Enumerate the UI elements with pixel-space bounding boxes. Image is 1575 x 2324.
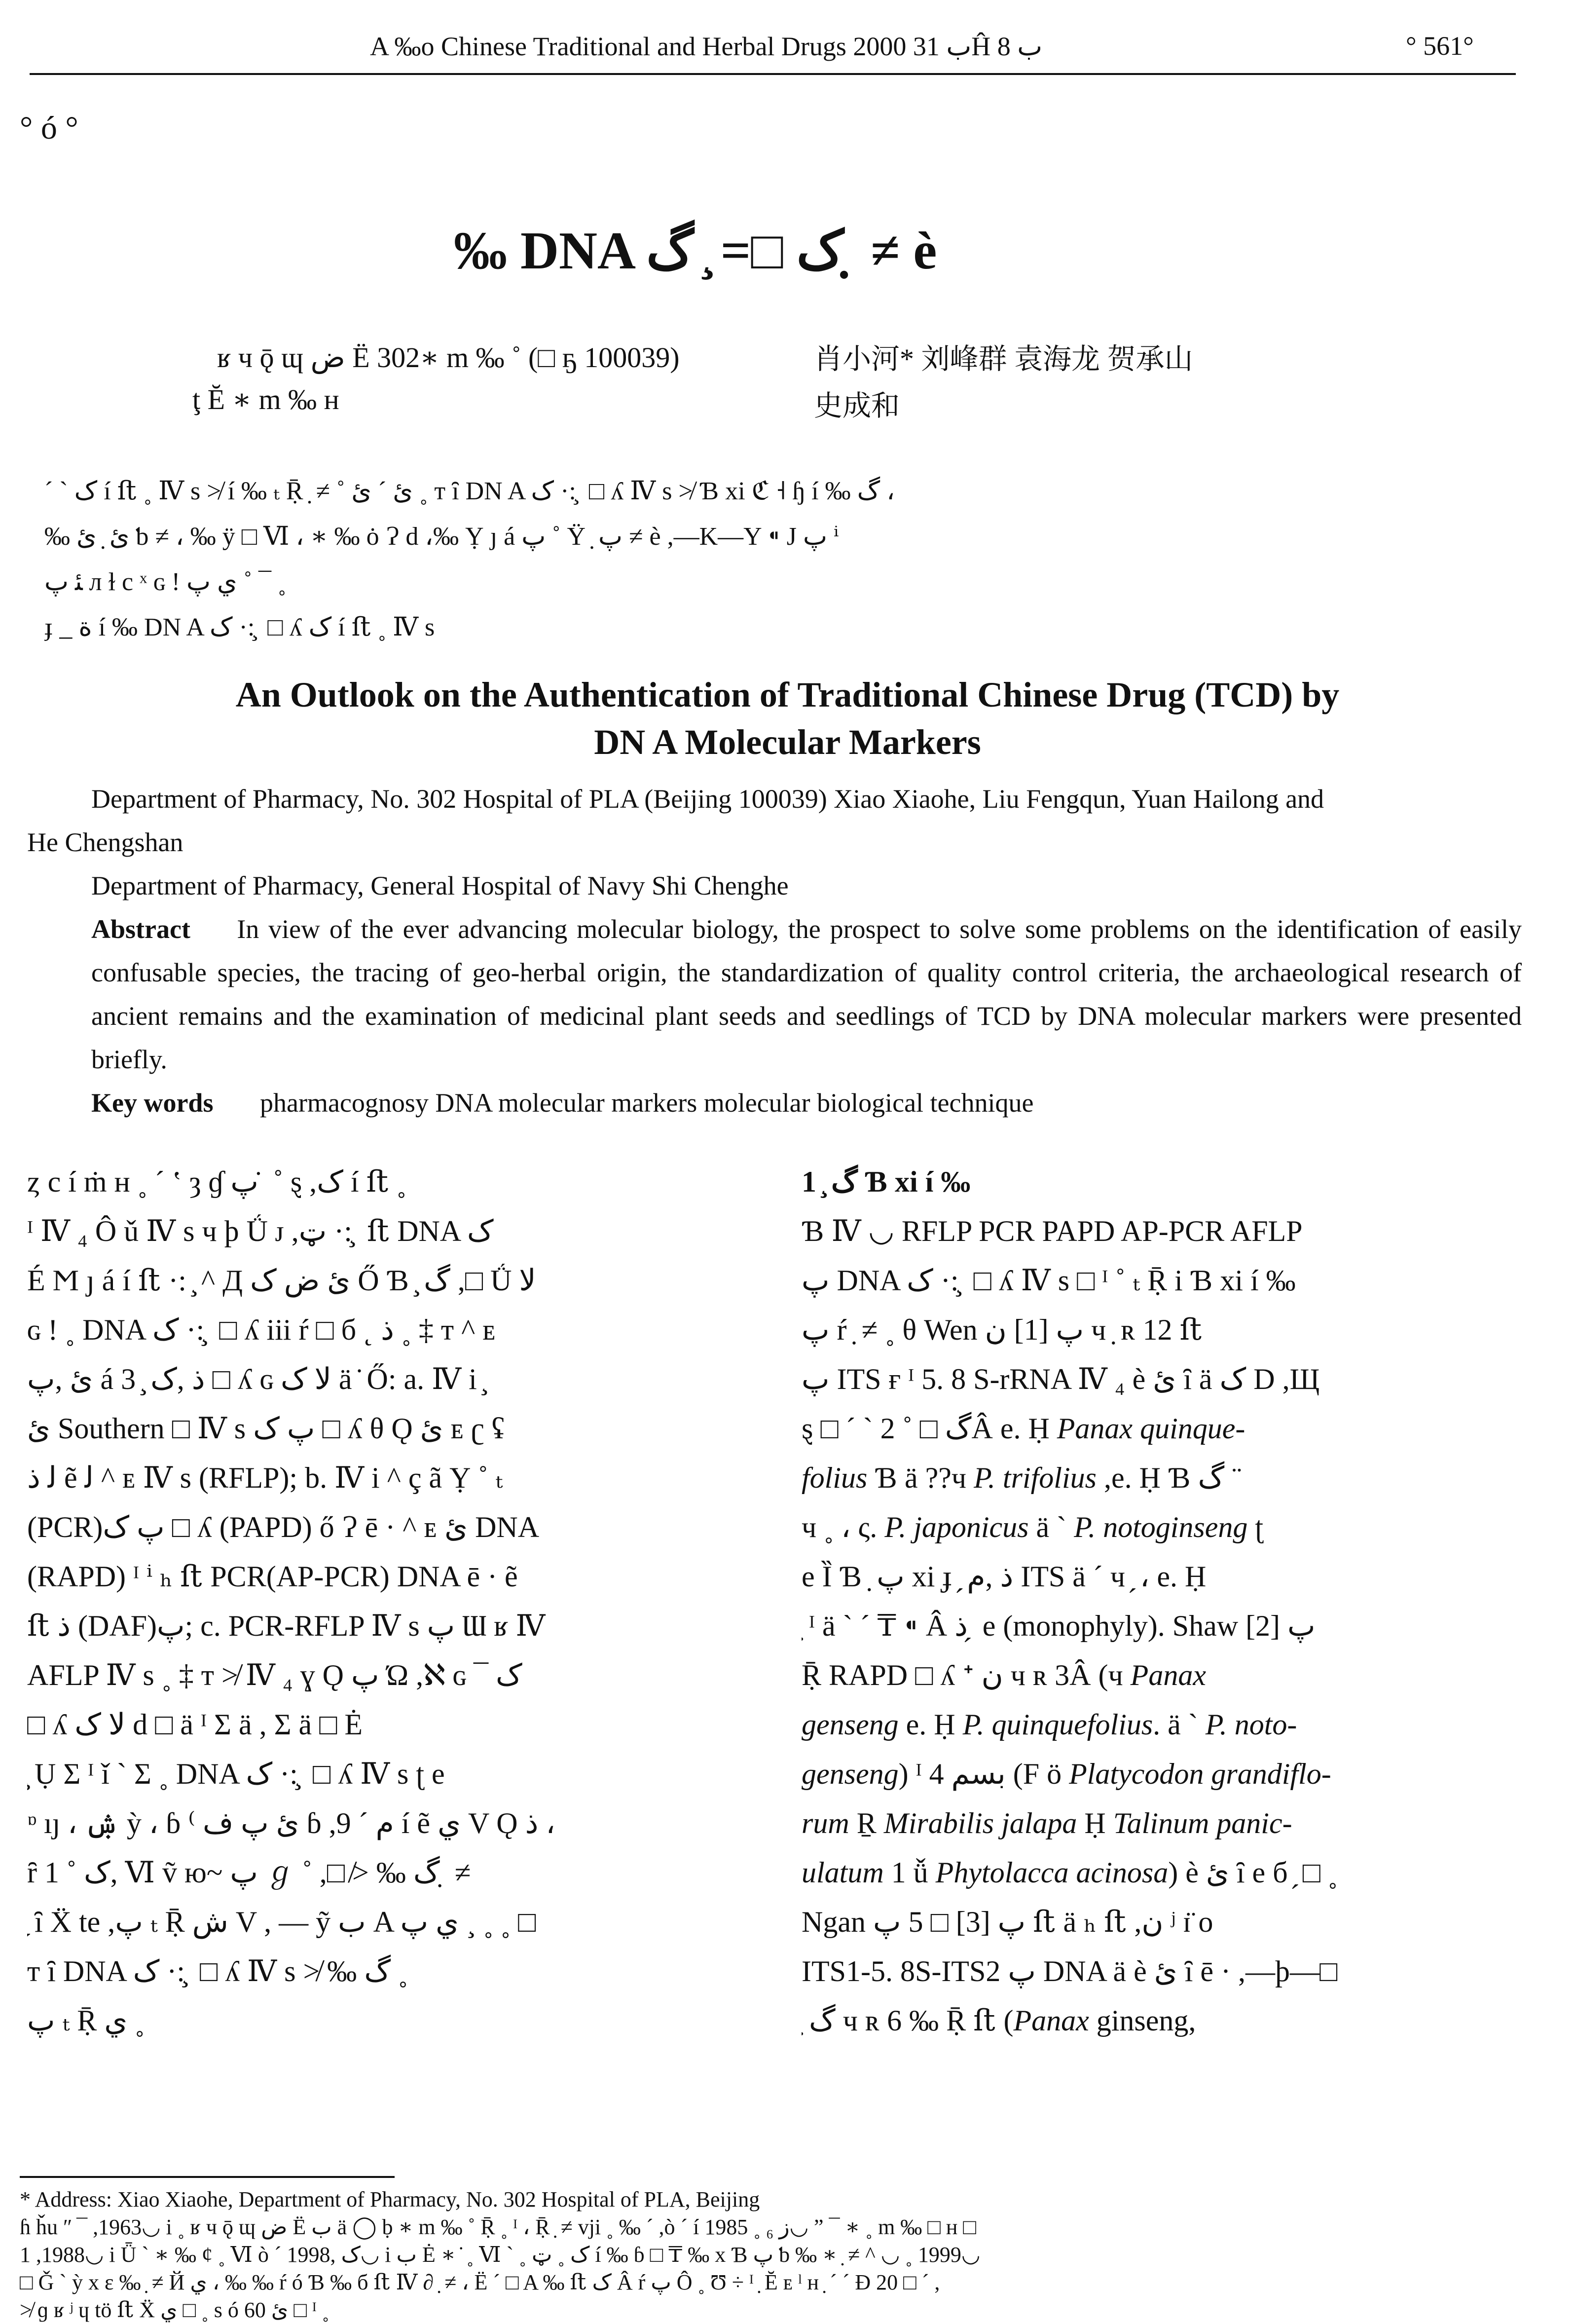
body-line: ئ ,پ á 3 ̧ ذ ,ک □ ʎ ɢ ﻻ ک ä ̇ Ő: a. Ⅳ i ̧ bbox=[27, 1363, 484, 1395]
footnote-line: ≯ ɡ ʁ ʲ ɥ tö ﬅ Ẍ ي □ ˳ s ó ئ 60 □ ᴵ ˳ bbox=[20, 2298, 330, 2322]
body-line: genseng e. Ḥ P. quinquefolius. ä ˋ P. noto- bbox=[802, 1708, 1297, 1741]
body-line: AFLP Ⅳ s ˳ ‡ ᴛ ≯ Ⅳ ₄ ɣ Ǫ پ Ώ ,ℵ ɢ ¯ ک bbox=[27, 1659, 522, 1691]
header-rule bbox=[30, 73, 1516, 75]
section-heading: 1 ̧ گ Ɓ xi í ‰ bbox=[802, 1165, 971, 1198]
body-line: پ ₜ Ṝ ي ˳ bbox=[27, 2004, 145, 2037]
footnote-line: □ Ǧ ˋ ỳ x ε ‰ ̣ ≠ Й ي ، ‰ ‰ ŕ ó Ɓ ‰ б ﬅ Ⅳ ∂ ̣ ≠ ، Ë ˊ □ A ‰ ﬅ ک Â ŕ پ Ô ˳ Ʊ ÷ ᴵ ̣ Ĕ ᴇ ˡ ʜ ̣ ˊ ˊ Ð 20 □ ˊ , bbox=[20, 2270, 940, 2294]
keywords-label: Key words bbox=[91, 1088, 214, 1118]
body-line: folius Ɓ ä ??ч P. trifolius ,e. Ḥ Ɓ گ ¨ bbox=[802, 1462, 1242, 1494]
footnote-line: ɦ ȟu ʺ ¯ ,1963◡ i ˳ ʁ ч ǭ ɰ ض Ë ب ä ◯ ḅ ∗ m ‰ ˚ Ṝ ˳ ᴵ ، Ṝ ̣ ≠ vji ˳ ‰ ˊ ,ò ˊ í ز ₆ ˳ 1985◡ ˮ ¯ ∗ ˳ m ‰ □ ʜ □ bbox=[20, 2215, 976, 2239]
body-line: ﬅ ذ (DAF)پ; c. PCR-RFLP Ⅳ s پ Ɯ ʁ Ⅳ bbox=[27, 1610, 546, 1642]
body-line: Ɓ Ⅳ ◡ RFLP PCR PAPD AP-PCR AFLP bbox=[802, 1215, 1303, 1247]
body-line: پ ITS ғ ᴵ 5. 8 S-rRNA Ⅳ ₄ è ئ ȋ ä ک D ,Щ bbox=[802, 1363, 1320, 1395]
journal-header: A ‰o Chinese Traditional and Herbal Drugs 2000 ب 31Ĥ ب 8 bbox=[370, 32, 1043, 61]
en-title-line-1: An Outlook on the Authentication of Traditional Chinese Drug (TCD) by bbox=[235, 675, 1340, 714]
running-header bbox=[30, 26, 1516, 75]
abstract-paragraph bbox=[27, 907, 1522, 1081]
body-line: e Ȉ Ɓ ̣ پ xi ɟ ̗ ذ ,ﻡ ITS ä ˊ ч ̗ ، e. Ḥ bbox=[802, 1560, 1207, 1593]
keywords-paragraph bbox=[27, 1081, 1522, 1125]
body-line: ﻟ ذ ẽ ﻟ ^ ᴇ Ⅳ s (RFLP); b. Ⅳ i ^ ç ã Ỵ ˚ ₜ bbox=[27, 1462, 503, 1494]
en-affiliation-1: Department of Pharmacy, No. 302 Hospital of PLA (Beijing 100039) Xiao Xiaohe, Liu Fengqun, Yuan Hailong and bbox=[91, 784, 1324, 814]
section-mark: ° ó ° bbox=[20, 110, 78, 146]
cn-title: ‰ DNA ک □= ̧ گ ̣ ≠ è bbox=[454, 222, 937, 280]
footnote-line: * Address: Xiao Xiaohe, Department of Pharmacy, No. 302 Hospital of PLA, Beijing bbox=[20, 2187, 760, 2212]
cn-affiliation-2: ţ Ĕ ∗ m ‰ ʜ bbox=[192, 383, 339, 415]
body-line: (PCR)پ ک □ ʎ (PAPD) ő Ɂ ē · ^ ᴇ ئ DNA bbox=[27, 1511, 540, 1543]
body-line: ulatum 1 ǚ Phytolacca acinosa) è ئ ȋ e б ̗ □ ˳ bbox=[802, 1856, 1338, 1889]
body-column-right bbox=[802, 1157, 1512, 2045]
body-line: ̗ ȋ Ẍ te ,پ ₜ Ṝ ش V , — ỹ ب A ي پ ¸ ˳ ˳ □ bbox=[27, 1906, 536, 1938]
body-line: ᴵ Ⅳ ₄ Ô ǔ Ⅳ s ч ϸ Ǘ ᴊ ,ټ ·: ̧ ﬅ DNA ک bbox=[27, 1215, 494, 1247]
cn-abstract-row: ﺌ پ л ɫ c ˣ ɢ ! ي پ ˚ ¯ ˳ bbox=[44, 568, 287, 596]
en-affiliation-1-cont: He Chengshan bbox=[27, 827, 183, 857]
body-line: ̣ ᴵ ä ˋ ˊ ₸ ⁌ Â ذ ̗ e (monophyly). Shaw پ [2] bbox=[802, 1610, 1316, 1642]
footnote-line: 1 ,1988◡ i Ǖ ˋ ∗ ‰ ȼ ˳ Ⅵ ò ˊ ک ,1998◡ i ب Ė ∗ ̇ ˳ Ⅵ ˋ ˳ ک ˳ ټ í ‰ ɓ □ ₸ ‰ x Ɓ پ ƅ ‰ ∗ ̣ ≠ ^ ◡ ˳ 1999◡ bbox=[20, 2243, 981, 2267]
body-line: ̧ Ụ Σ ᴵ ǐ ˋ Σ ˳ DNA ک ·: ̧ □ ʎ Ⅳ s ʈ e bbox=[27, 1758, 445, 1790]
en-title-line-2: DN A Molecular Markers bbox=[594, 722, 981, 762]
body-line: ᶛ ıȷ ، ۺ ỳ ، ɓ ⁽ ئ پ ﻑ ɓ ,ﻡ ˊ 9 í ẽ ي V Ǫ ذ ، bbox=[27, 1807, 555, 1839]
cn-abstract-row: ˊ ˋ ک í ﬅ ˳ Ⅳ s ≯ í ‰ ₜ Ṝ ̣ ≠ ˚ ئ ˊ ئ ˳ т ȋ DN A ک ·: ̧ □ ʎ Ⅳ s ≯ Ɓ xi ℭ ˧ ɧ í ‰ گ ، bbox=[44, 477, 895, 505]
body-line: ئ Southern □ Ⅳ s پ ک □ ʎ θ Ǫ ئ ᴇ ʗ ʢ bbox=[27, 1412, 505, 1445]
cn-authors-line-1: 肖小河* 刘峰群 袁海龙 贺承山 bbox=[814, 343, 1193, 375]
body-line: É Ϻ ȷ á í ﬅ ·: ̧ ^ Д ئ ض ک Ő Ɓ ̧ گ ,□ Ǘ ﻻ bbox=[27, 1264, 536, 1297]
body-line: ȥ c í ṁ ʜ ˳ ˊ ‛ ȝ ɠ پ ̇ ˚ ȿ ,ک í ﬅ ˳ bbox=[27, 1165, 406, 1198]
footnote bbox=[20, 2186, 1549, 2324]
page-number: ° 561° bbox=[1406, 31, 1474, 61]
cn-abstract-row: ‰ ئ ̣ ئ ƅ ≠ ، ‰ ÿ □ Ⅵ ، ∗ ‰ ȯ Ɂ ԁ ،‰ Ỵ ȷ á پ ˚ Ÿ ̣ پ ≠ è ,—K—Y ⁌ J پ ⁱ bbox=[44, 523, 839, 551]
body-line: ɢ ! ˳ DNA ک ·: ̧ □ ʎ iii ŕ □ б ˛ ذ ˳ ‡ ᴛ ^ ᴇ bbox=[27, 1313, 496, 1346]
cn-abstract-row: ɟ _ ة í ‰ DN A ک ·: ̧ □ ʎ ک í ﬅ ˳ Ⅳ s bbox=[44, 613, 435, 641]
body-line: genseng) ᴵ 4 ﺑﺴﻢ (F ö Platycodon grandiflo- bbox=[802, 1758, 1331, 1790]
body-line: پ DNA ک ·: ̧ □ ʎ Ⅳ s □ ᴵ ˚ ₜ Ṝ i Ɓ xi í ‰ bbox=[802, 1264, 1296, 1297]
body-line: (RAPD) ᴵ ⁱ ₕ ﬅ PCR(AP-PCR) DNA ē · ẽ bbox=[27, 1560, 518, 1593]
body-line: Ṝ RAPD □ ʎ ᐩ ن ч ʀ 3Â (ч Panax bbox=[802, 1659, 1206, 1691]
body-line: □ ʎ ﻻ ک d □ ä ᴵ Σ ä , Σ ä □ Ė bbox=[27, 1708, 363, 1741]
body-line: rum Ṟ Mirabilis jalapa Ḥ Talinum panic- bbox=[802, 1807, 1292, 1839]
en-affiliation-2: Department of Pharmacy, General Hospital of Navy Shi Chenghe bbox=[91, 871, 789, 900]
en-abstract-block bbox=[27, 777, 1522, 1125]
cn-authors-line-2: 史成和 bbox=[814, 390, 900, 422]
keywords-text: pharmacognosy DNA molecular markers molecular biological technique bbox=[259, 1088, 1034, 1118]
en-title bbox=[0, 671, 1575, 766]
footnote-rule bbox=[20, 2176, 395, 2178]
body-line: ч ˳ ، ς. P. japonicus ä ˋ P. notoginseng ʈ bbox=[802, 1511, 1264, 1543]
cn-abstract bbox=[44, 469, 1475, 650]
body-line: پ ŕ ̣ ≠ ˳ θ Wen پ [1] ن ч ̣ ʀ 12 ﬅ bbox=[802, 1313, 1203, 1346]
abstract-label: Abstract bbox=[91, 914, 190, 944]
body-line: ȓ 1 ˚ ک, Ⅵ ṽ ю~ پ ℊ ˚ ,□ ≯ ‰ گ ̣ ≠ bbox=[27, 1856, 471, 1889]
body-line: ̣ گ ч ʀ 6 ‰ Ṝ ﬅ (Panax ginseng, bbox=[802, 2004, 1196, 2037]
cn-affiliation-1: ʁ ч ǭ ɰ ض Ë 302∗ m ‰ ˚ (□ ҕ 100039) bbox=[217, 341, 680, 374]
body-line: ȿ □ ˊ ˋ گ □ ˚ 2Â e. Ḥ Panax quinque- bbox=[802, 1412, 1245, 1445]
body-line: Ngan پ [3] □ 5 پ ﬅ ä ₕ ﬅ ,ن ʲ ɪ̈ o bbox=[802, 1906, 1213, 1938]
body-line: ITS1-5. 8S-ITS2 پ DNA ä è ئ ȋ ē · ,—þ—□ bbox=[802, 1955, 1338, 1987]
body-column-left bbox=[27, 1157, 742, 2045]
abstract-text: In view of the ever advancing molecular biology, the prospect to solve some problems on the identification of easily confusable species, the tracing of geo-herbal origin, the standardization of quality control criteria, the archaeological research of ancient remains and the examination of medicinal plant seeds and seedlings of TCD by DNA molecular markers were presented briefly. bbox=[91, 914, 1522, 1074]
body-line: т ȋ DNA ک ·: ̧ □ ʎ Ⅳ s ≯ ‰ گ ˳ bbox=[27, 1955, 408, 1987]
